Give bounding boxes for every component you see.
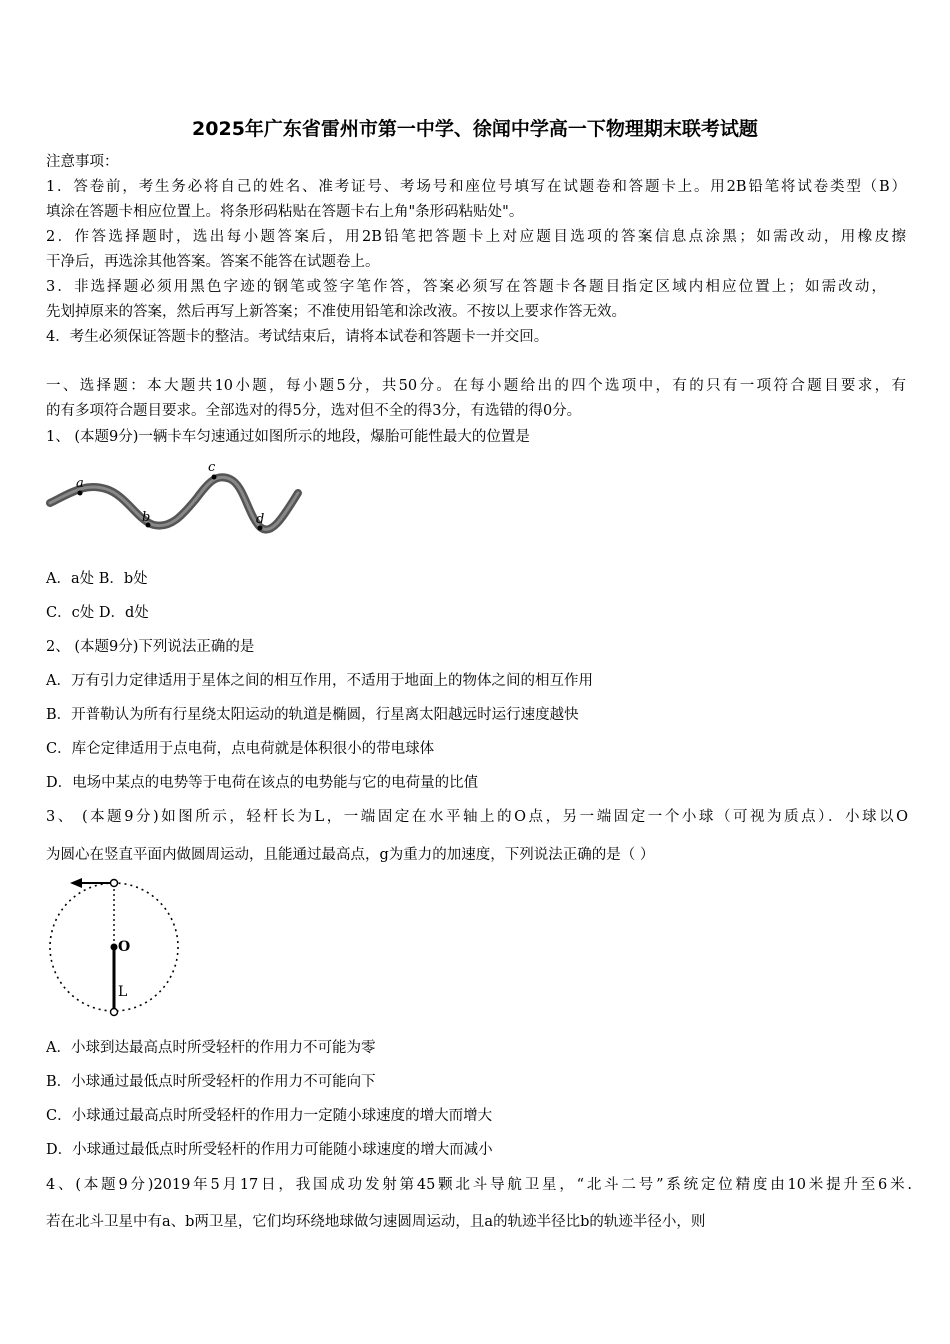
notice-line: 2．作答选择题时，选出每小题答案后，用2B铅笔把答题卡上对应题目选项的答案信息点涂黑；如需改动，用橡皮擦: [46, 229, 906, 245]
question-3-option: D．小球通过最低点时所受轻杆的作用力可能随小球速度的增大而减小: [46, 1142, 493, 1158]
question-3-option: A．小球到达最高点时所受轻杆的作用力不可能为零: [46, 1040, 376, 1056]
section-intro: 一、选择题：本大题共10小题，每小题5分，共50分。在每小题给出的四个选项中，有的只有一项符合题目要求，有: [46, 378, 906, 394]
question-1-stem: 1、 (本题9分)一辆卡车匀速通过如图所示的地段，爆胎可能性最大的位置是: [46, 429, 530, 445]
question-3-stem: 为圆心在竖直平面内做圆周运动，且能通过最高点，g为重力的加速度，下列说法正确的是（ ）: [46, 847, 655, 863]
question-3-stem: 3、 (本题9分)如图所示，轻杆长为L，一端固定在水平轴上的O点，另一端固定一个小球（可视为质点）．小球以O: [46, 809, 908, 825]
point-b-label: b: [142, 510, 151, 525]
question-1-options-ab: A．a处 B．b处: [46, 571, 148, 587]
question-3-option: C．小球通过最高点时所受轻杆的作用力一定随小球速度的增大而增大: [46, 1108, 493, 1124]
rod-length-label: L: [118, 984, 128, 1000]
page-title: 2025年广东省雷州市第一中学、徐闻中学高一下物理期末联考试题: [192, 118, 758, 140]
question-2-option: A．万有引力定律适用于星体之间的相互作用，不适用于地面上的物体之间的相互作用: [46, 673, 593, 689]
point-c-label: c: [208, 460, 216, 475]
point-a-label: a: [76, 476, 84, 491]
question-2-option: D．电场中某点的电势等于电荷在该点的电势能与它的电荷量的比值: [46, 775, 479, 791]
point-d-label: d: [256, 512, 265, 527]
question-4-stem: 4、(本题9分)2019年5月17日，我国成功发射第45颗北斗导航卫星，“北斗二号”系统定位精度由10米提升至6米.: [46, 1177, 912, 1193]
road-wave-figure: [44, 455, 306, 545]
circular-motion-figure: [40, 872, 190, 1020]
notice-heading: 注意事项：: [46, 154, 119, 170]
notice-line: 干净后，再选涂其他答案。答案不能答在试题卷上。: [46, 254, 380, 270]
question-4-stem: 若在北斗卫星中有a、b两卫星，它们均环绕地球做匀速圆周运动，且a的轨迹半径比b的轨迹半径小，则: [46, 1214, 706, 1230]
notice-line: 4．考生必须保证答题卡的整洁。考试结束后，请将本试卷和答题卡一并交回。: [46, 329, 549, 345]
notice-line: 3．非选择题必须用黑色字迹的钢笔或签字笔作答，答案必须写在答题卡各题目指定区域内相应位置上；如需改动，: [46, 279, 886, 295]
notice-line: 先划掉原来的答案，然后再写上新答案；不准使用铅笔和涂改液。不按以上要求作答无效。: [46, 304, 626, 320]
question-2-stem: 2、 (本题9分)下列说法正确的是: [46, 639, 255, 655]
question-3-option: B．小球通过最低点时所受轻杆的作用力不可能向下: [46, 1074, 376, 1090]
notice-line: 填涂在答题卡相应位置上。将条形码粘贴在答题卡右上角"条形码粘贴处"。: [46, 204, 524, 220]
question-2-option: B．开普勒认为所有行星绕太阳运动的轨道是椭圆，行星离太阳越远时运行速度越快: [46, 707, 579, 723]
question-2-option: C．库仑定律适用于点电荷，点电荷就是体积很小的带电球体: [46, 741, 435, 757]
section-intro: 的有多项符合题目要求。全部选对的得5分，选对但不全的得3分，有选错的得0分。: [46, 403, 582, 419]
question-1-options-cd: C．c处 D．d处: [46, 605, 149, 621]
notice-line: 1．答卷前，考生务必将自己的姓名、准考证号、考场号和座位号填写在试题卷和答题卡上。用2B铅笔将试卷类型（B）: [46, 179, 906, 195]
center-o-label: O: [118, 939, 131, 955]
